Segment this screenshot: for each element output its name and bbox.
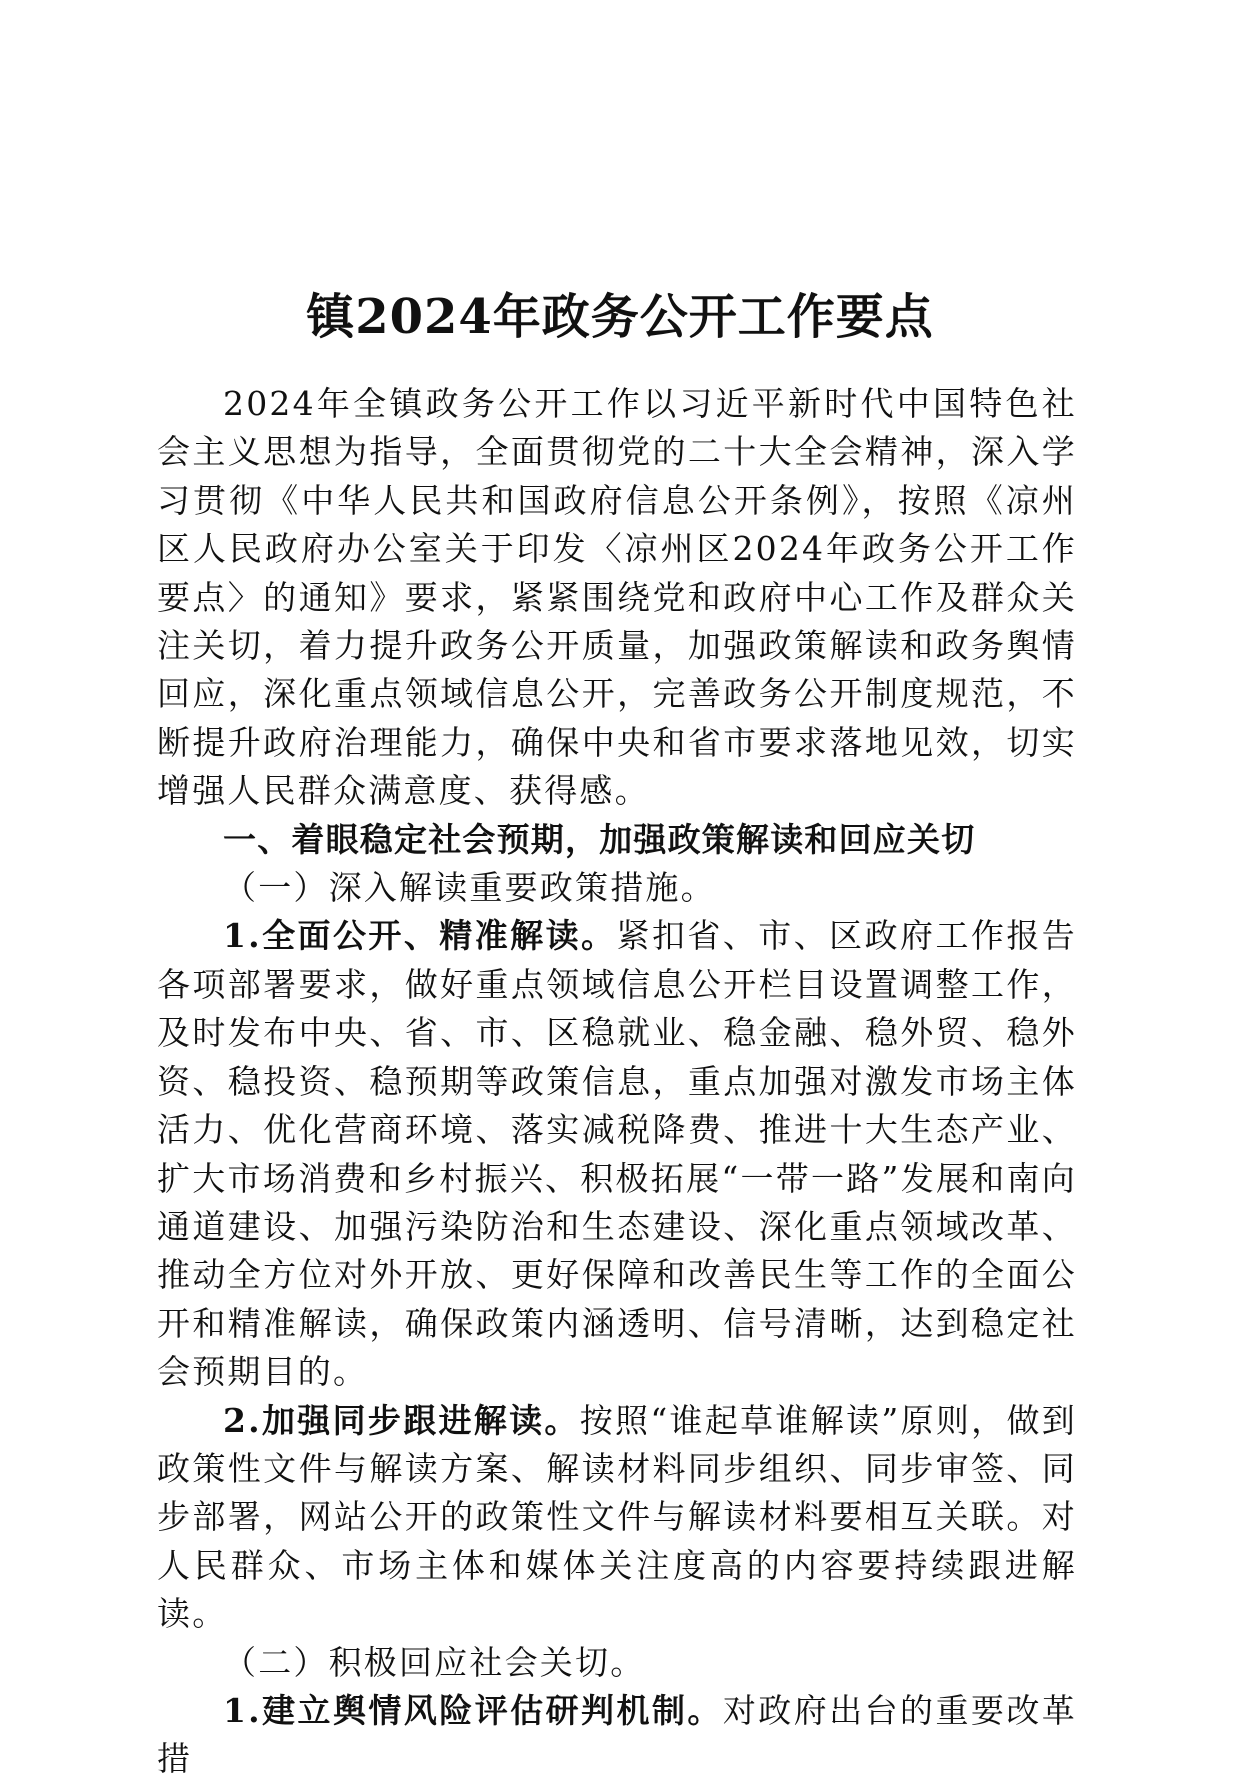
section-heading-1: 一、着眼稳定社会预期，加强政策解读和回应关切 xyxy=(223,819,976,859)
item-lead-3: 1.建立舆情风险评估研判机制。 xyxy=(223,1690,723,1730)
document-title: 镇2024年政务公开工作要点 xyxy=(306,289,934,346)
intro-paragraph: 2024年全镇政务公开工作以习近平新时代中国特色社会主义思想为指导，全面贯彻党的二十大全会精神，深入学习贯彻《中华人民共和国政府信息公开条例》，按照《凉州区人民政府办公室关于印发〈凉州区2024年政务公开工作要点〉的通知》要求，紧紧围绕党和政府中心工作及群众关注关切，着力提升政务公开质量，加强政策解读和政务舆情回应，深化重点领域信息公开，完善政务公开制度规范，不断提升政府治理能力，确保中央和省市要求落地见效，切实增强人民群众满意度、获得感。 xyxy=(157,384,1077,811)
item-paragraph-1 xyxy=(157,912,1077,1396)
item-lead-1: 1.全面公开、精准解读。 xyxy=(223,916,617,956)
subsection-heading-1: （一）深入解读重要政策措施。 xyxy=(223,868,716,908)
item-paragraph-3 xyxy=(157,1687,1077,1784)
item-text-1: 紧扣省、市、区政府工作报告各项部署要求，做好重点领域信息公开栏目设置调整工作，及时发布中央、省、市、区稳就业、稳金融、稳外贸、稳外资、稳投资、稳预期等政策信息，重点加强对激发市场主体活力、优化营商环境、落实减税降费、推进十大生态产业、扩大市场消费和乡村振兴、积极拓展“一带一路”发展和南向通道建设、加强污染防治和生态建设、深化重点领域改革、推动全方位对外开放、更好保障和改善民生等工作的全面公开和精准解读，确保政策内涵透明、信号清晰，达到稳定社会预期目的。 xyxy=(157,916,1077,1392)
item-paragraph-2 xyxy=(157,1397,1077,1639)
subsection-heading-2: （二）积极回应社会关切。 xyxy=(223,1642,646,1682)
item-text-2: 按照“谁起草谁解读”原则，做到政策性文件与解读方案、解读材料同步组织、同步审签、同步部署，网站公开的政策性文件与解读材料要相互关联。对人民群众、市场主体和媒体关注度高的内容要持续跟进解读。 xyxy=(157,1400,1077,1634)
item-lead-2: 2.加强同步跟进解读。 xyxy=(223,1400,580,1440)
item-text-3: 对政府出台的重要改革措 xyxy=(157,1690,1077,1779)
document-body xyxy=(157,380,1077,1784)
